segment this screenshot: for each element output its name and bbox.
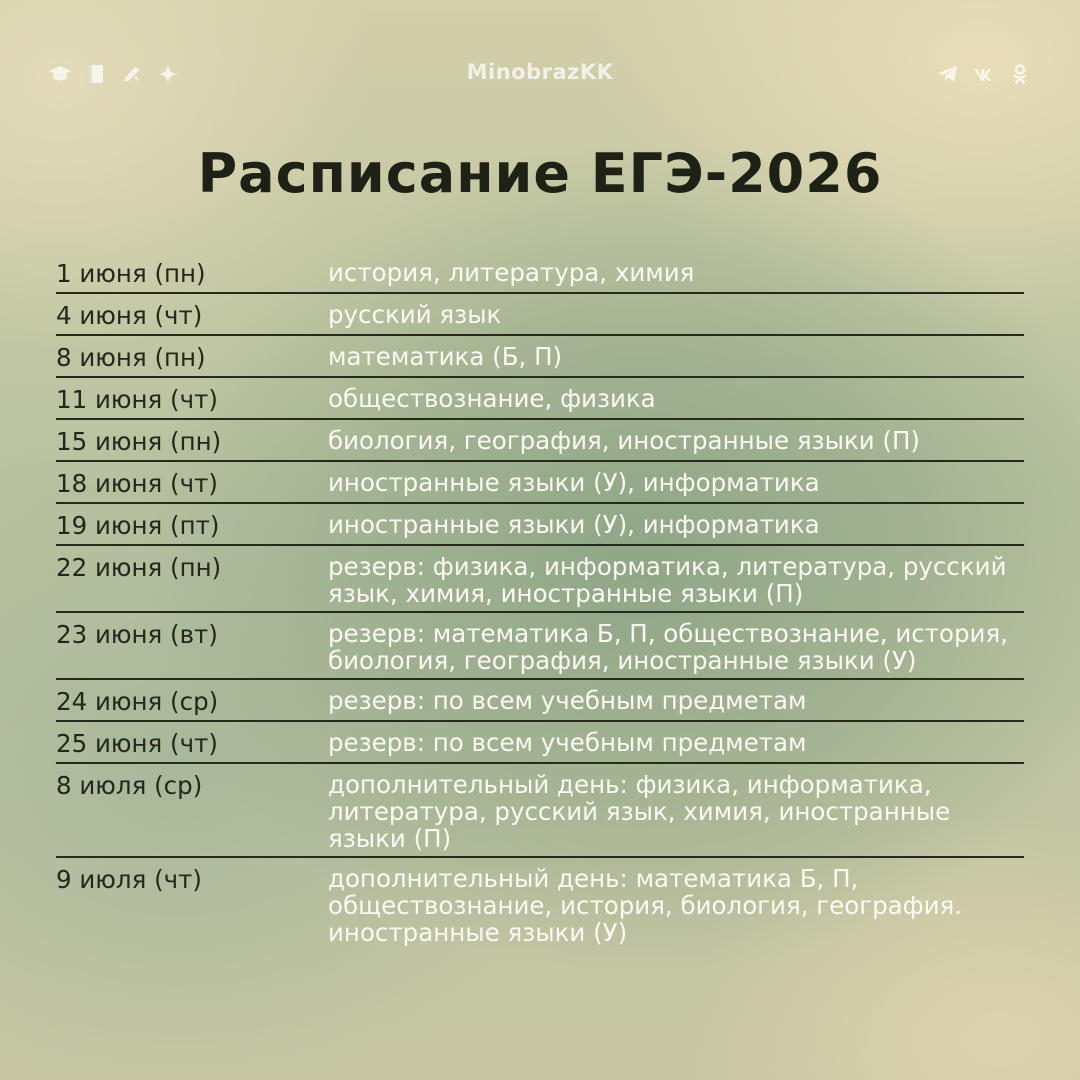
exam-date: 1 июня (пн) [56,259,206,288]
exam-date: 4 июня (чт) [56,301,203,330]
exam-subjects: дополнительный день: математика Б, П, обществознание, история, биология, география. иностранные языки (У) [328,864,963,947]
telegram-icon[interactable] [936,62,960,86]
exam-date: 25 июня (чт) [56,729,218,758]
exam-subjects: обществознание, физика [328,384,656,413]
vk-icon[interactable] [972,62,996,86]
exam-subjects: резерв: по всем учебным предметам [328,686,807,715]
exam-date: 19 июня (пт) [56,511,220,540]
schedule-row [56,336,1024,378]
brand-name: MinobrazKK [466,60,614,84]
exam-subjects: биология, география, иностранные языки (П) [328,426,920,455]
exam-date: 11 июня (чт) [56,385,218,414]
exam-subjects: иностранные языки (У), информатика [328,510,820,539]
exam-subjects: русский язык [328,300,502,329]
schedule-row [56,546,1024,613]
exam-date: 9 июля (чт) [56,865,202,894]
exam-subjects: резерв: математика Б, П, обществознание, история, биология, география, иностранные языки (У) [328,619,1008,675]
schedule-row [56,858,1024,950]
exam-schedule-table [56,252,1024,950]
schedule-row [56,680,1024,722]
exam-subjects: история, литература, химия [328,258,695,287]
odnoklassniki-icon[interactable] [1008,62,1032,86]
schedule-row [56,764,1024,858]
exam-date: 8 июня (пн) [56,343,206,372]
schedule-row [56,462,1024,504]
schedule-row [56,504,1024,546]
exam-subjects: иностранные языки (У), информатика [328,468,820,497]
schedule-row [56,722,1024,764]
exam-date: 22 июня (пн) [56,553,222,582]
schedule-row [56,378,1024,420]
exam-date: 24 июня (ср) [56,687,219,716]
exam-subjects: резерв: по всем учебным предметам [328,728,807,757]
exam-date: 23 июня (вт) [56,620,218,649]
exam-subjects: математика (Б, П) [328,342,563,371]
top-bar [48,58,1032,92]
schedule-row [56,420,1024,462]
schedule-row [56,613,1024,680]
exam-date: 18 июня (чт) [56,469,218,498]
social-icon-group [936,62,1032,86]
exam-date: 8 июля (ср) [56,771,203,800]
exam-subjects: дополнительный день: физика, информатика, литература, русский язык, химия, иностранные языки (П) [328,770,951,853]
exam-subjects: резерв: физика, информатика, литература, русский язык, химия, иностранные языки (П) [328,552,1007,608]
page-title: Расписание ЕГЭ-2026 [197,142,883,205]
schedule-row [56,294,1024,336]
exam-date: 15 июня (пн) [56,427,222,456]
schedule-row [56,252,1024,294]
